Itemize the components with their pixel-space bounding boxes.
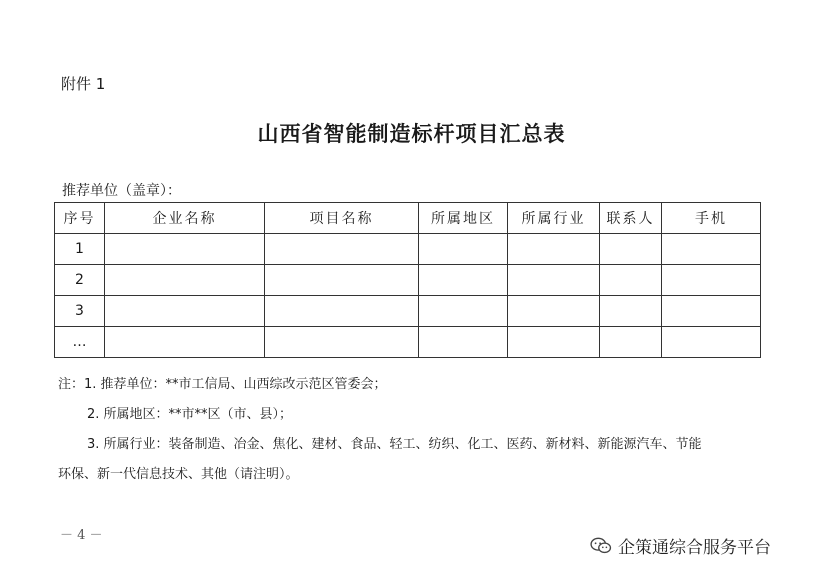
cell-contact	[600, 327, 662, 358]
table-row	[55, 296, 761, 327]
header-region: 所属地区	[419, 203, 508, 234]
cell-industry	[508, 296, 600, 327]
cell-phone	[662, 234, 761, 265]
cell-contact	[600, 265, 662, 296]
wechat-icon	[590, 537, 612, 555]
header-index: 序号	[55, 203, 105, 234]
header-company: 企业名称	[105, 203, 265, 234]
cell-project	[265, 234, 419, 265]
cell-region	[419, 296, 508, 327]
cell-region	[419, 234, 508, 265]
cell-phone	[662, 265, 761, 296]
cell-region	[419, 327, 508, 358]
cell-contact	[600, 234, 662, 265]
cell-project	[265, 265, 419, 296]
cell-index: …	[55, 327, 105, 358]
cell-region	[419, 265, 508, 296]
cell-company	[105, 265, 265, 296]
header-contact: 联系人	[600, 203, 662, 234]
cell-project	[265, 296, 419, 327]
watermark	[590, 533, 771, 558]
note-line-2: 2. 所属地区：**市**区（市、县）；	[87, 407, 293, 422]
page-number: － 4 －	[60, 528, 103, 543]
cell-contact	[600, 296, 662, 327]
cell-industry	[508, 265, 600, 296]
cell-company	[105, 327, 265, 358]
table-header-row	[55, 203, 761, 234]
note-line-1: 注：1. 推荐单位：**市工信局、山西综改示范区管委会；	[58, 377, 387, 392]
cell-index: 1	[55, 234, 105, 265]
header-phone: 手机	[662, 203, 761, 234]
cell-phone	[662, 327, 761, 358]
page-title: 山西省智能制造标杆项目汇总表	[257, 122, 566, 146]
table-row	[55, 234, 761, 265]
cell-industry	[508, 234, 600, 265]
summary-table	[54, 202, 761, 358]
cell-index: 3	[55, 296, 105, 327]
cell-company	[105, 234, 265, 265]
cell-project	[265, 327, 419, 358]
note-line-3: 3. 所属行业：装备制造、冶金、焦化、建材、食品、轻工、纺织、化工、医药、新材料、新能源汽车、节能	[87, 437, 702, 452]
notes	[58, 370, 763, 490]
table-row	[55, 327, 761, 358]
header-project: 项目名称	[265, 203, 419, 234]
watermark-text: 企策通综合服务平台	[618, 538, 771, 558]
note-line-4: 环保、新一代信息技术、其他（请注明）。	[58, 467, 299, 482]
attachment-label: 附件 1	[61, 75, 106, 93]
cell-company	[105, 296, 265, 327]
cell-phone	[662, 296, 761, 327]
table-row	[55, 265, 761, 296]
cell-index: 2	[55, 265, 105, 296]
recommend-unit-label: 推荐单位（盖章）：	[62, 183, 181, 199]
cell-industry	[508, 327, 600, 358]
header-industry: 所属行业	[508, 203, 600, 234]
